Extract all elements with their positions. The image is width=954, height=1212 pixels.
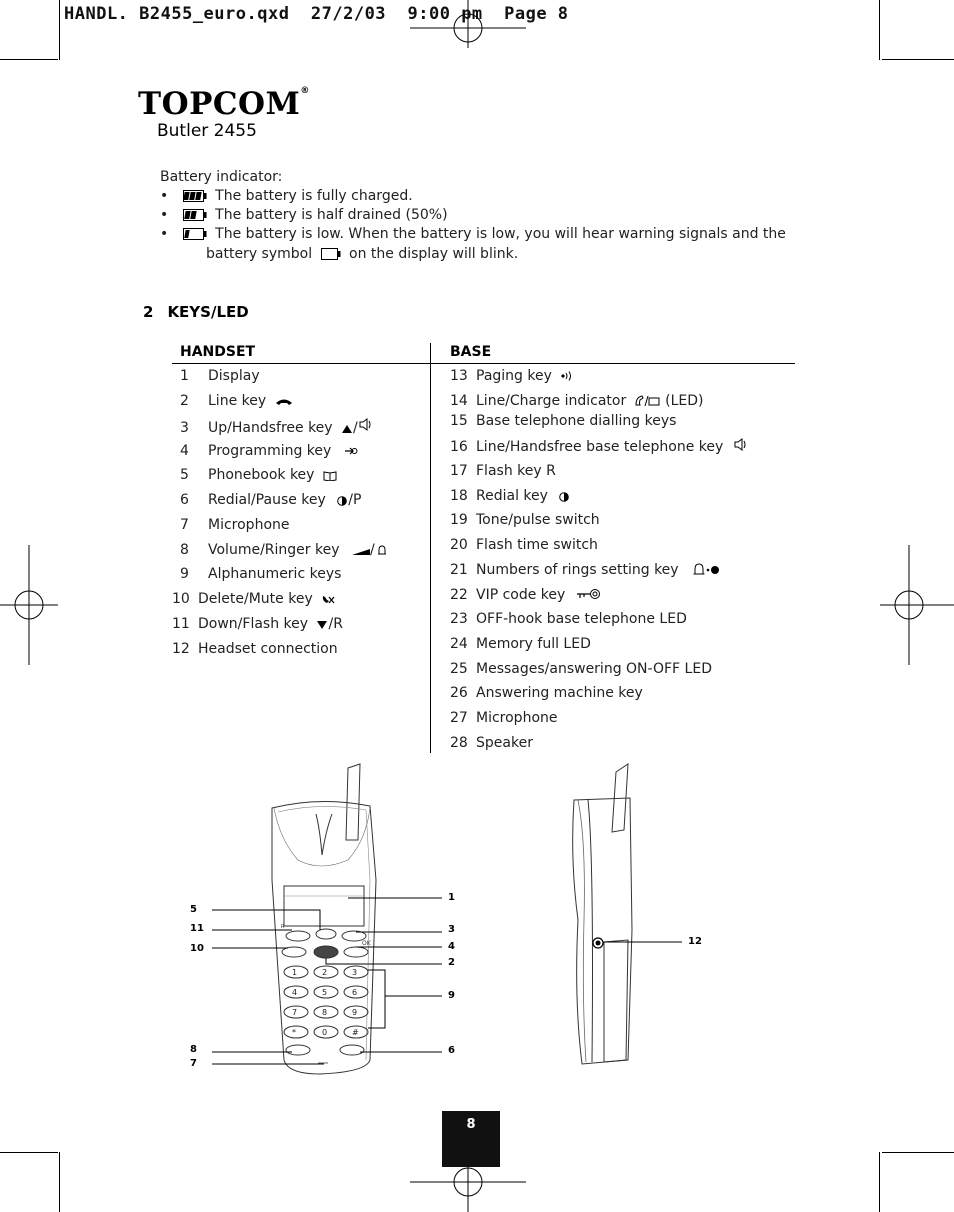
crop-mark bbox=[879, 1152, 880, 1212]
item-suffix: (LED) bbox=[665, 393, 704, 409]
bullet: • bbox=[160, 207, 169, 223]
brand-logo bbox=[138, 86, 310, 122]
item-number: 4 bbox=[180, 443, 189, 459]
key-7: 7 bbox=[292, 1008, 298, 1017]
item-label: Down/Flash key bbox=[198, 616, 309, 632]
item-label: Delete/Mute key bbox=[198, 591, 313, 607]
base-item bbox=[450, 368, 574, 384]
battery-item-text: The battery is half drained (50%) bbox=[215, 207, 448, 223]
item-number: 7 bbox=[180, 517, 189, 533]
item-label: Paging key bbox=[476, 368, 552, 384]
item-label: Headset connection bbox=[198, 641, 338, 657]
bullet: • bbox=[160, 226, 169, 242]
item-number: 14 bbox=[450, 393, 468, 409]
callout-11: 11 bbox=[190, 923, 204, 934]
item-suffix: /R bbox=[328, 616, 343, 632]
key-4: 4 bbox=[292, 988, 298, 997]
handset-item bbox=[180, 517, 290, 533]
item-number: 16 bbox=[450, 439, 468, 455]
mute-icon bbox=[321, 594, 335, 605]
item-number: 26 bbox=[450, 685, 468, 701]
item-label: Memory full LED bbox=[476, 636, 591, 652]
item-label: Programming key bbox=[208, 443, 332, 459]
base-item bbox=[450, 587, 604, 603]
item-number: 10 bbox=[172, 591, 190, 607]
handset-item bbox=[180, 467, 337, 483]
base-item bbox=[450, 661, 712, 677]
item-label: VIP code key bbox=[476, 587, 566, 603]
item-label: Answering machine key bbox=[476, 685, 643, 701]
key-6: 6 bbox=[352, 988, 358, 997]
registration-mark-left bbox=[0, 545, 60, 665]
registered-mark: ® bbox=[300, 86, 310, 96]
handset-item bbox=[180, 393, 293, 409]
item-label: Microphone bbox=[476, 710, 558, 726]
base-item bbox=[450, 413, 676, 429]
section-number: 2 bbox=[143, 303, 154, 321]
item-number: 12 bbox=[172, 641, 190, 657]
column-divider bbox=[430, 343, 431, 753]
speaker-icon bbox=[734, 438, 746, 452]
battery-item bbox=[160, 188, 413, 204]
item-number: 2 bbox=[180, 393, 189, 409]
battery-item bbox=[160, 226, 786, 242]
item-label: Microphone bbox=[208, 517, 290, 533]
battery-low-icon bbox=[183, 228, 207, 240]
handset-icon bbox=[275, 397, 293, 407]
item-label: Speaker bbox=[476, 735, 533, 751]
key-hash: # bbox=[352, 1028, 359, 1037]
handset-side-illustration bbox=[560, 760, 720, 1070]
page-number: 8 bbox=[442, 1111, 500, 1167]
base-item bbox=[450, 438, 746, 455]
item-number: 11 bbox=[172, 616, 190, 632]
base-item bbox=[450, 611, 687, 627]
item-label: Flash key R bbox=[476, 463, 556, 479]
item-number: 19 bbox=[450, 512, 468, 528]
base-item bbox=[450, 488, 570, 504]
section-title-text: KEYS/LED bbox=[167, 303, 249, 321]
item-number: 23 bbox=[450, 611, 468, 627]
handset-item bbox=[172, 616, 343, 632]
item-number: 20 bbox=[450, 537, 468, 553]
callout-12: 12 bbox=[688, 936, 702, 947]
callout-4: 4 bbox=[448, 941, 455, 952]
item-label: Flash time switch bbox=[476, 537, 598, 553]
bell-icon bbox=[377, 545, 387, 556]
file-slug: HANDL. B2455_euro.qxd 27/2/03 9:00 pm Page 8 bbox=[64, 4, 569, 24]
item-number: 21 bbox=[450, 562, 468, 578]
model-name: Butler 2455 bbox=[157, 121, 257, 141]
item-number: 25 bbox=[450, 661, 468, 677]
item-label: Messages/answering ON-OFF LED bbox=[476, 661, 712, 677]
item-label: Tone/pulse switch bbox=[476, 512, 600, 528]
item-suffix: / bbox=[369, 542, 375, 558]
bullet: • bbox=[160, 188, 169, 204]
item-number: 15 bbox=[450, 413, 468, 429]
item-number: 17 bbox=[450, 463, 468, 479]
battery-continuation-text: on the display will blink. bbox=[349, 246, 519, 262]
base-item bbox=[450, 710, 558, 726]
item-number: 28 bbox=[450, 735, 468, 751]
key-2: 2 bbox=[322, 968, 328, 977]
handset-item bbox=[180, 492, 361, 508]
callout-9: 9 bbox=[448, 990, 455, 1001]
handset-item bbox=[180, 368, 260, 384]
battery-heading: Battery indicator: bbox=[160, 169, 283, 185]
callout-7: 7 bbox=[190, 1058, 197, 1069]
battery-empty-icon bbox=[321, 248, 341, 260]
key-9: 9 bbox=[352, 1008, 358, 1017]
callout-10: 10 bbox=[190, 943, 204, 954]
item-number: 22 bbox=[450, 587, 468, 603]
base-item bbox=[450, 393, 703, 409]
item-number: 18 bbox=[450, 488, 468, 504]
item-label: Up/Handsfree key bbox=[208, 420, 333, 436]
item-number: 5 bbox=[180, 467, 189, 483]
paging-icon bbox=[560, 370, 574, 382]
item-number: 24 bbox=[450, 636, 468, 652]
base-item bbox=[450, 562, 723, 578]
base-item bbox=[450, 512, 600, 528]
base-item bbox=[450, 685, 643, 701]
key-1: 1 bbox=[292, 968, 298, 977]
item-label: Redial key bbox=[476, 488, 548, 504]
key-5: 5 bbox=[322, 988, 328, 997]
rings-icon bbox=[693, 563, 723, 576]
key-icon bbox=[576, 589, 604, 601]
battery-item bbox=[160, 207, 448, 223]
key-8: 8 bbox=[322, 1008, 328, 1017]
item-label: Line/Handsfree base telephone key bbox=[476, 439, 724, 455]
item-number: 27 bbox=[450, 710, 468, 726]
item-number: 3 bbox=[180, 420, 189, 436]
battery-half-icon bbox=[183, 209, 207, 221]
item-label: Base telephone dialling keys bbox=[476, 413, 677, 429]
key-ok-label: OK bbox=[362, 940, 371, 947]
item-label: Alphanumeric keys bbox=[208, 566, 342, 582]
redial-icon bbox=[558, 492, 570, 502]
crop-mark bbox=[882, 59, 954, 60]
speaker-icon bbox=[359, 418, 371, 432]
handset-item bbox=[180, 542, 387, 558]
item-suffix: / bbox=[353, 420, 358, 436]
crop-mark bbox=[882, 1152, 954, 1153]
item-label: Numbers of rings setting key bbox=[476, 562, 679, 578]
base-heading: BASE bbox=[450, 344, 492, 360]
callout-3: 3 bbox=[448, 924, 455, 935]
battery-continuation-text: battery symbol bbox=[206, 246, 313, 262]
item-label: Volume/Ringer key bbox=[208, 542, 340, 558]
crop-mark bbox=[59, 0, 60, 60]
volume-icon bbox=[352, 548, 370, 556]
callout-8: 8 bbox=[190, 1044, 197, 1055]
line-charge-icon bbox=[635, 395, 661, 407]
key-0: 0 bbox=[322, 1028, 328, 1037]
handset-heading: HANDSET bbox=[180, 344, 256, 360]
table-header-rule bbox=[172, 363, 795, 364]
callout-6: 6 bbox=[448, 1045, 455, 1056]
crop-mark bbox=[59, 1152, 60, 1212]
battery-item-text: The battery is fully charged. bbox=[215, 188, 413, 204]
item-suffix: /P bbox=[348, 492, 362, 508]
callout-2: 2 bbox=[448, 957, 455, 968]
item-number: 9 bbox=[180, 566, 189, 582]
handset-item bbox=[172, 641, 338, 657]
up-arrow-icon bbox=[341, 424, 353, 434]
down-arrow-icon bbox=[316, 620, 328, 630]
redial-icon bbox=[336, 496, 348, 506]
item-number: 6 bbox=[180, 492, 189, 508]
base-item bbox=[450, 735, 533, 751]
battery-full-icon bbox=[183, 190, 207, 202]
item-label: Display bbox=[208, 368, 260, 384]
base-item bbox=[450, 636, 591, 652]
item-label: OFF-hook base telephone LED bbox=[476, 611, 687, 627]
handset-item bbox=[180, 443, 358, 459]
book-icon bbox=[323, 470, 337, 481]
callout-5: 5 bbox=[190, 904, 197, 915]
key-3: 3 bbox=[352, 968, 358, 977]
crop-mark bbox=[879, 0, 880, 60]
item-label: Phonebook key bbox=[208, 467, 315, 483]
item-number: 13 bbox=[450, 368, 468, 384]
item-label: Redial/Pause key bbox=[208, 492, 326, 508]
handset-front-illustration bbox=[180, 760, 480, 1080]
item-label: Line/Charge indicator bbox=[476, 393, 627, 409]
section-title bbox=[143, 303, 249, 321]
crop-mark bbox=[0, 59, 58, 60]
logo-text: TOPCOM bbox=[138, 86, 301, 122]
key-star: * bbox=[292, 1028, 296, 1037]
handset-item bbox=[172, 591, 335, 607]
handset-item bbox=[180, 566, 341, 582]
item-number: 1 bbox=[180, 368, 189, 384]
key-r-label: R bbox=[281, 924, 285, 930]
base-item bbox=[450, 463, 556, 479]
item-number: 8 bbox=[180, 542, 189, 558]
base-item bbox=[450, 537, 598, 553]
battery-item-text: The battery is low. When the battery is low, you will hear warning signals and the bbox=[215, 226, 786, 242]
item-label: Line key bbox=[208, 393, 267, 409]
programming-icon bbox=[344, 445, 358, 457]
callout-1: 1 bbox=[448, 892, 455, 903]
battery-continuation bbox=[206, 246, 518, 262]
handset-item bbox=[180, 418, 371, 436]
registration-mark-right bbox=[880, 545, 954, 665]
crop-mark bbox=[0, 1152, 58, 1153]
